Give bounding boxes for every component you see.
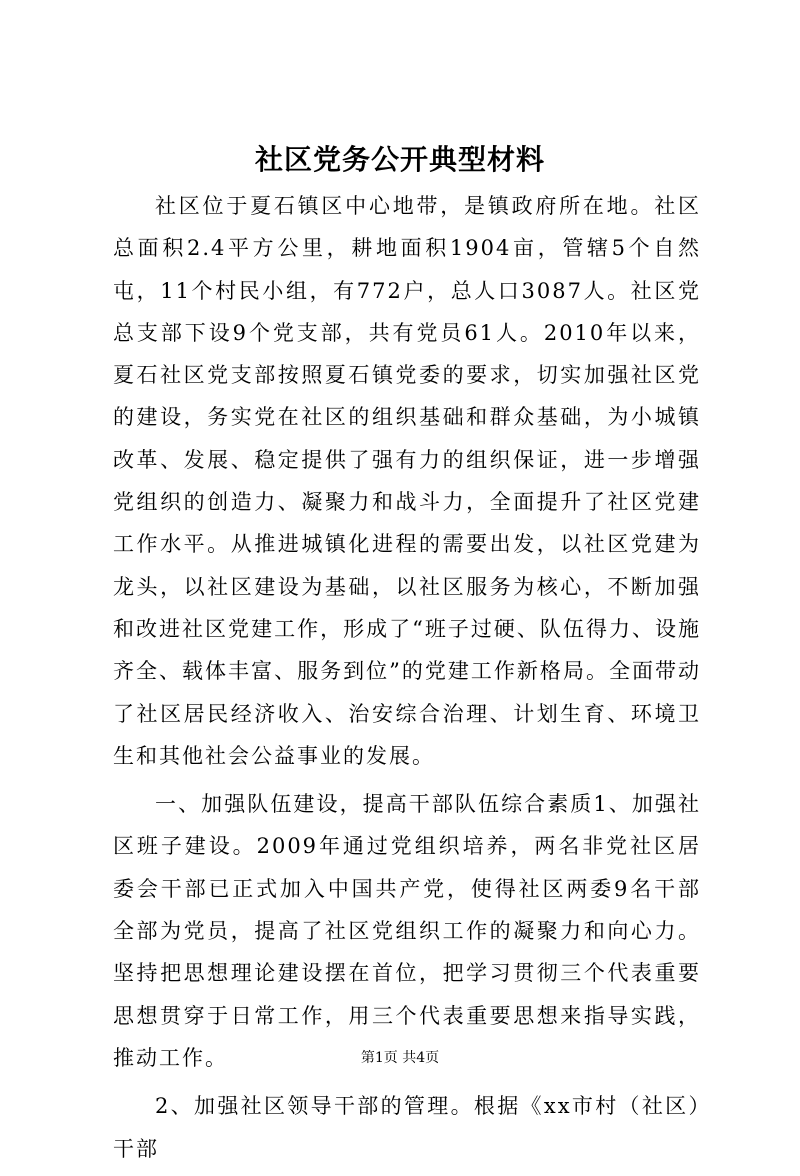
page-number-footer: 第1页 共4页 (360, 1050, 440, 1066)
paragraph-team-building: 一、加强队伍建设，提高干部队伍综合素质1、加强社区班子建设。2009年通过党组织培养，两名非党社区居委会干部已正式加入中国共产党，使得社区两委9名干部全部为党员，提高了社区党组织工作的凝聚力和向心力。坚持把思想理论建设摆在首位，把学习贯彻三个代表重要思想贯穿于日常工作，用三个代表重要思想来指导实践，推动工作。 (113, 792, 701, 1070)
document-body (113, 185, 701, 1176)
paragraph-leadership-management: 2、加强社区领导干部的管理。根据《xx市村（社区）干部 (113, 1094, 701, 1161)
document-title: 社区党务公开典型材料 (254, 143, 545, 176)
paragraph-intro: 社区位于夏石镇区中心地带，是镇政府所在地。社区总面积2.4平方公里，耕地面积1904亩，管辖5个自然屯，11个村民小组，有772户，总人口3087人。社区党总支部下设9个党支部，共有党员61人。2010年以来，夏石社区党支部按照夏石镇党委的要求，切实加强社区党的建设，务实党在社区的组织基础和群众基础，为小城镇改革、发展、稳定提供了强有力的组织保证，进一步增强党组织的创造力、凝聚力和战斗力，全面提升了社区党建工作水平。从推进城镇化进程的需要出发，以社区党建为龙头，以社区建设为基础，以社区服务为核心，不断加强和改进社区党建工作，形成了“班子过硬、队伍得力、设施齐全、载体丰富、服务到位”的党建工作新格局。全面带动了社区居民经济收入、治安综合治理、计划生育、环境卫生和其他社会公益事业的发展。 (113, 194, 701, 768)
